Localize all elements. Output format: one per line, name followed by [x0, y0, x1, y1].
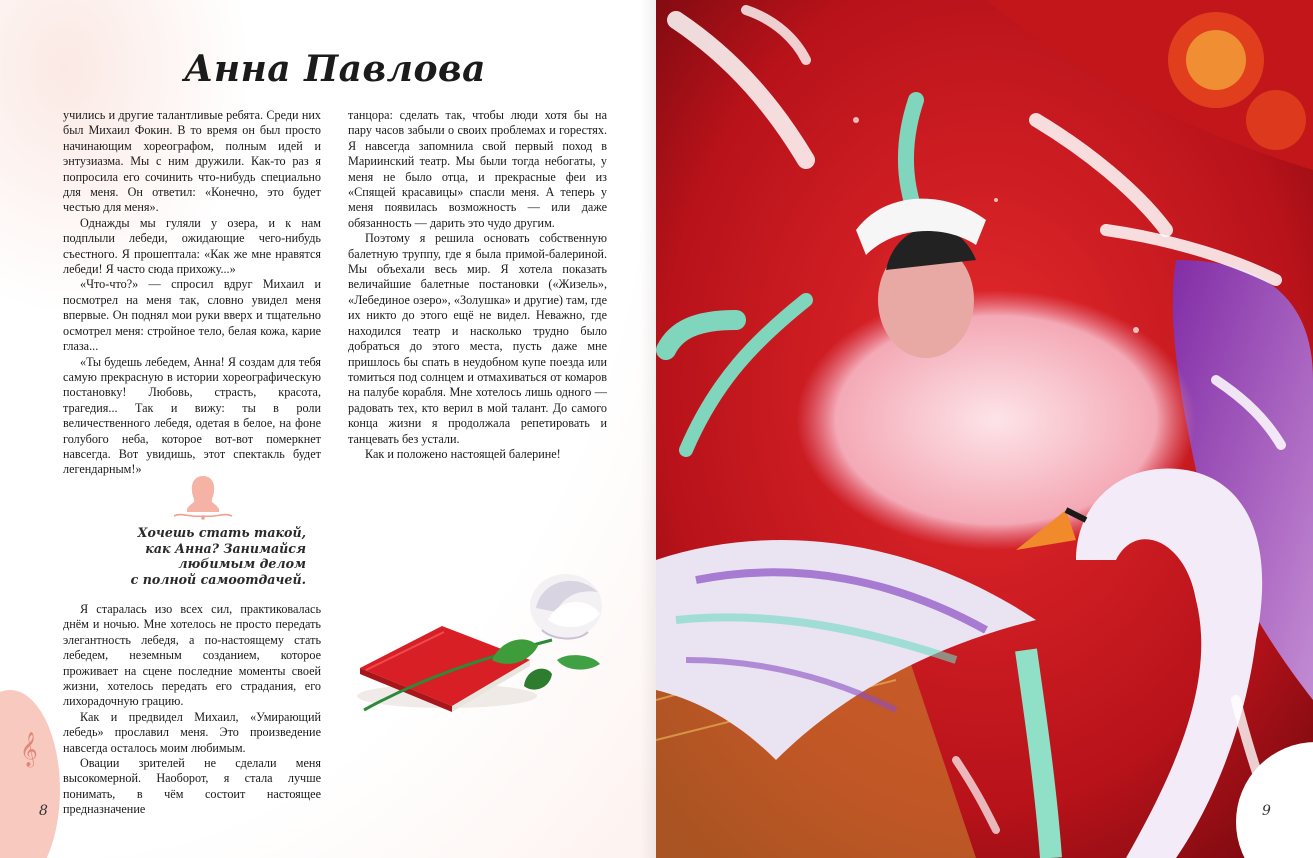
- page-title: Анна Павлова: [184, 48, 486, 90]
- page-gutter: [640, 0, 656, 858]
- paragraph: учились и другие талантливые ребята. Среди них был Михаил Фокин. В то время он был просто начинающим хореографом, полным идей и энтузиазма. Мы с ним дружили. Как-то раз я попросила его сочинить что-нибудь специально для меня. Он ответил: «Конечно, это будет честью для меня».: [63, 108, 321, 215]
- motivational-quote: [96, 525, 306, 587]
- notebook-rose-illustration: [352, 568, 622, 718]
- ballerina-swan-illustration: [656, 0, 1313, 858]
- page-number: 9: [1262, 803, 1271, 819]
- paragraph: Однажды мы гуляли у озера, и к нам подплыли лебеди, ожидающие чего-нибудь съестного. Я прошептала: «Как же мне нравятся лебеди! Я часто сюда прихожу...»: [63, 215, 321, 277]
- paragraph: «Что-что?» — спросил вдруг Михаил и посмотрел на меня так, словно увидел меня впервые. Он поднял мои руки вверх и тщательно осмотрел меня: стройное тело, белая кожа, карие глаза...: [63, 277, 321, 354]
- quote-line: Хочешь стать такой,: [137, 525, 306, 540]
- paragraph: Как и предвидел Михаил, «Умирающий лебедь» прославил меня. Это произведение навсегда осталось моим любимым.: [63, 709, 321, 755]
- paragraph: «Ты будешь лебедем, Анна! Я создам для тебя самую прекрасную в истории хореографическую постановку! Любовь, страсть, красота, трагедия... Так и вижу: ты в роли величественного лебедя, одетая в белое, на фоне голубого неба, которое вот-вот померкнет навсегда. Вот увидишь, этот спектакль будет легендарным!»: [63, 354, 321, 477]
- text-column-2: [348, 108, 607, 462]
- treble-clef-icon: 𝄞: [20, 732, 38, 767]
- corner-decoration: [0, 690, 60, 858]
- text-column-1-bottom: [63, 602, 321, 818]
- right-page-illustration: [656, 0, 1313, 858]
- silhouette-icon: [168, 472, 238, 522]
- paragraph: Я старалась изо всех сил, практиковалась днём и ночью. Мне хотелось не просто передать элегантность лебедя, а по-настоящему стать лебедем, неземным созданием, которое проживает на сцене последние моменты своей жизни, хотелось передать его страдания, его лихорадочную грацию.: [63, 602, 321, 709]
- quote-line: с полной самоотдачей.: [130, 571, 306, 587]
- paragraph: танцора: сделать так, чтобы люди хотя бы на пару часов забыли о своих проблемах и горестях. Я навсегда запомнила свой первый поход в Мариинский театр. Мы были тогда небогаты, у меня не было отца, и прекрасные феи из «Спящей красавицы» спасли меня. А теперь у меня появилась возможность — или даже обязанность — дарить это чудо другим.: [348, 108, 607, 230]
- text-column-1: [63, 108, 321, 478]
- paragraph: Как и положено настоящей балерине!: [365, 446, 561, 461]
- quote-line: любимым делом: [178, 556, 306, 571]
- quote-line: как Анна? Занимайся: [145, 540, 306, 556]
- left-page: [0, 0, 656, 858]
- page-number: 8: [39, 803, 48, 819]
- paragraph: Поэтому я решила основать собственную балетную труппу, где я была примой-балериной. Мы объехали весь мир. Я хотела показать величайшие балетные постановки («Жизель», «Лебединое озеро», «Золушка» и другие) там, где их никто до этого ещё не видел. Неважно, где находился театр и насколько трудно было добраться до этого места, пусть даже мне пришлось бы спать в неудобном купе поезда или томиться под солнцем и отмахиваться от комаров на палубе корабля. Мне хотелось лишь одного — радовать тех, кто верил в мой талант. До самого конца жизни я продолжала репетировать и танцевать без устали.: [348, 231, 607, 446]
- paragraph: Овации зрителей не сделали меня высокомерной. Наоборот, я стала лучше понимать, в чём состоит настоящее предназначение: [63, 756, 321, 817]
